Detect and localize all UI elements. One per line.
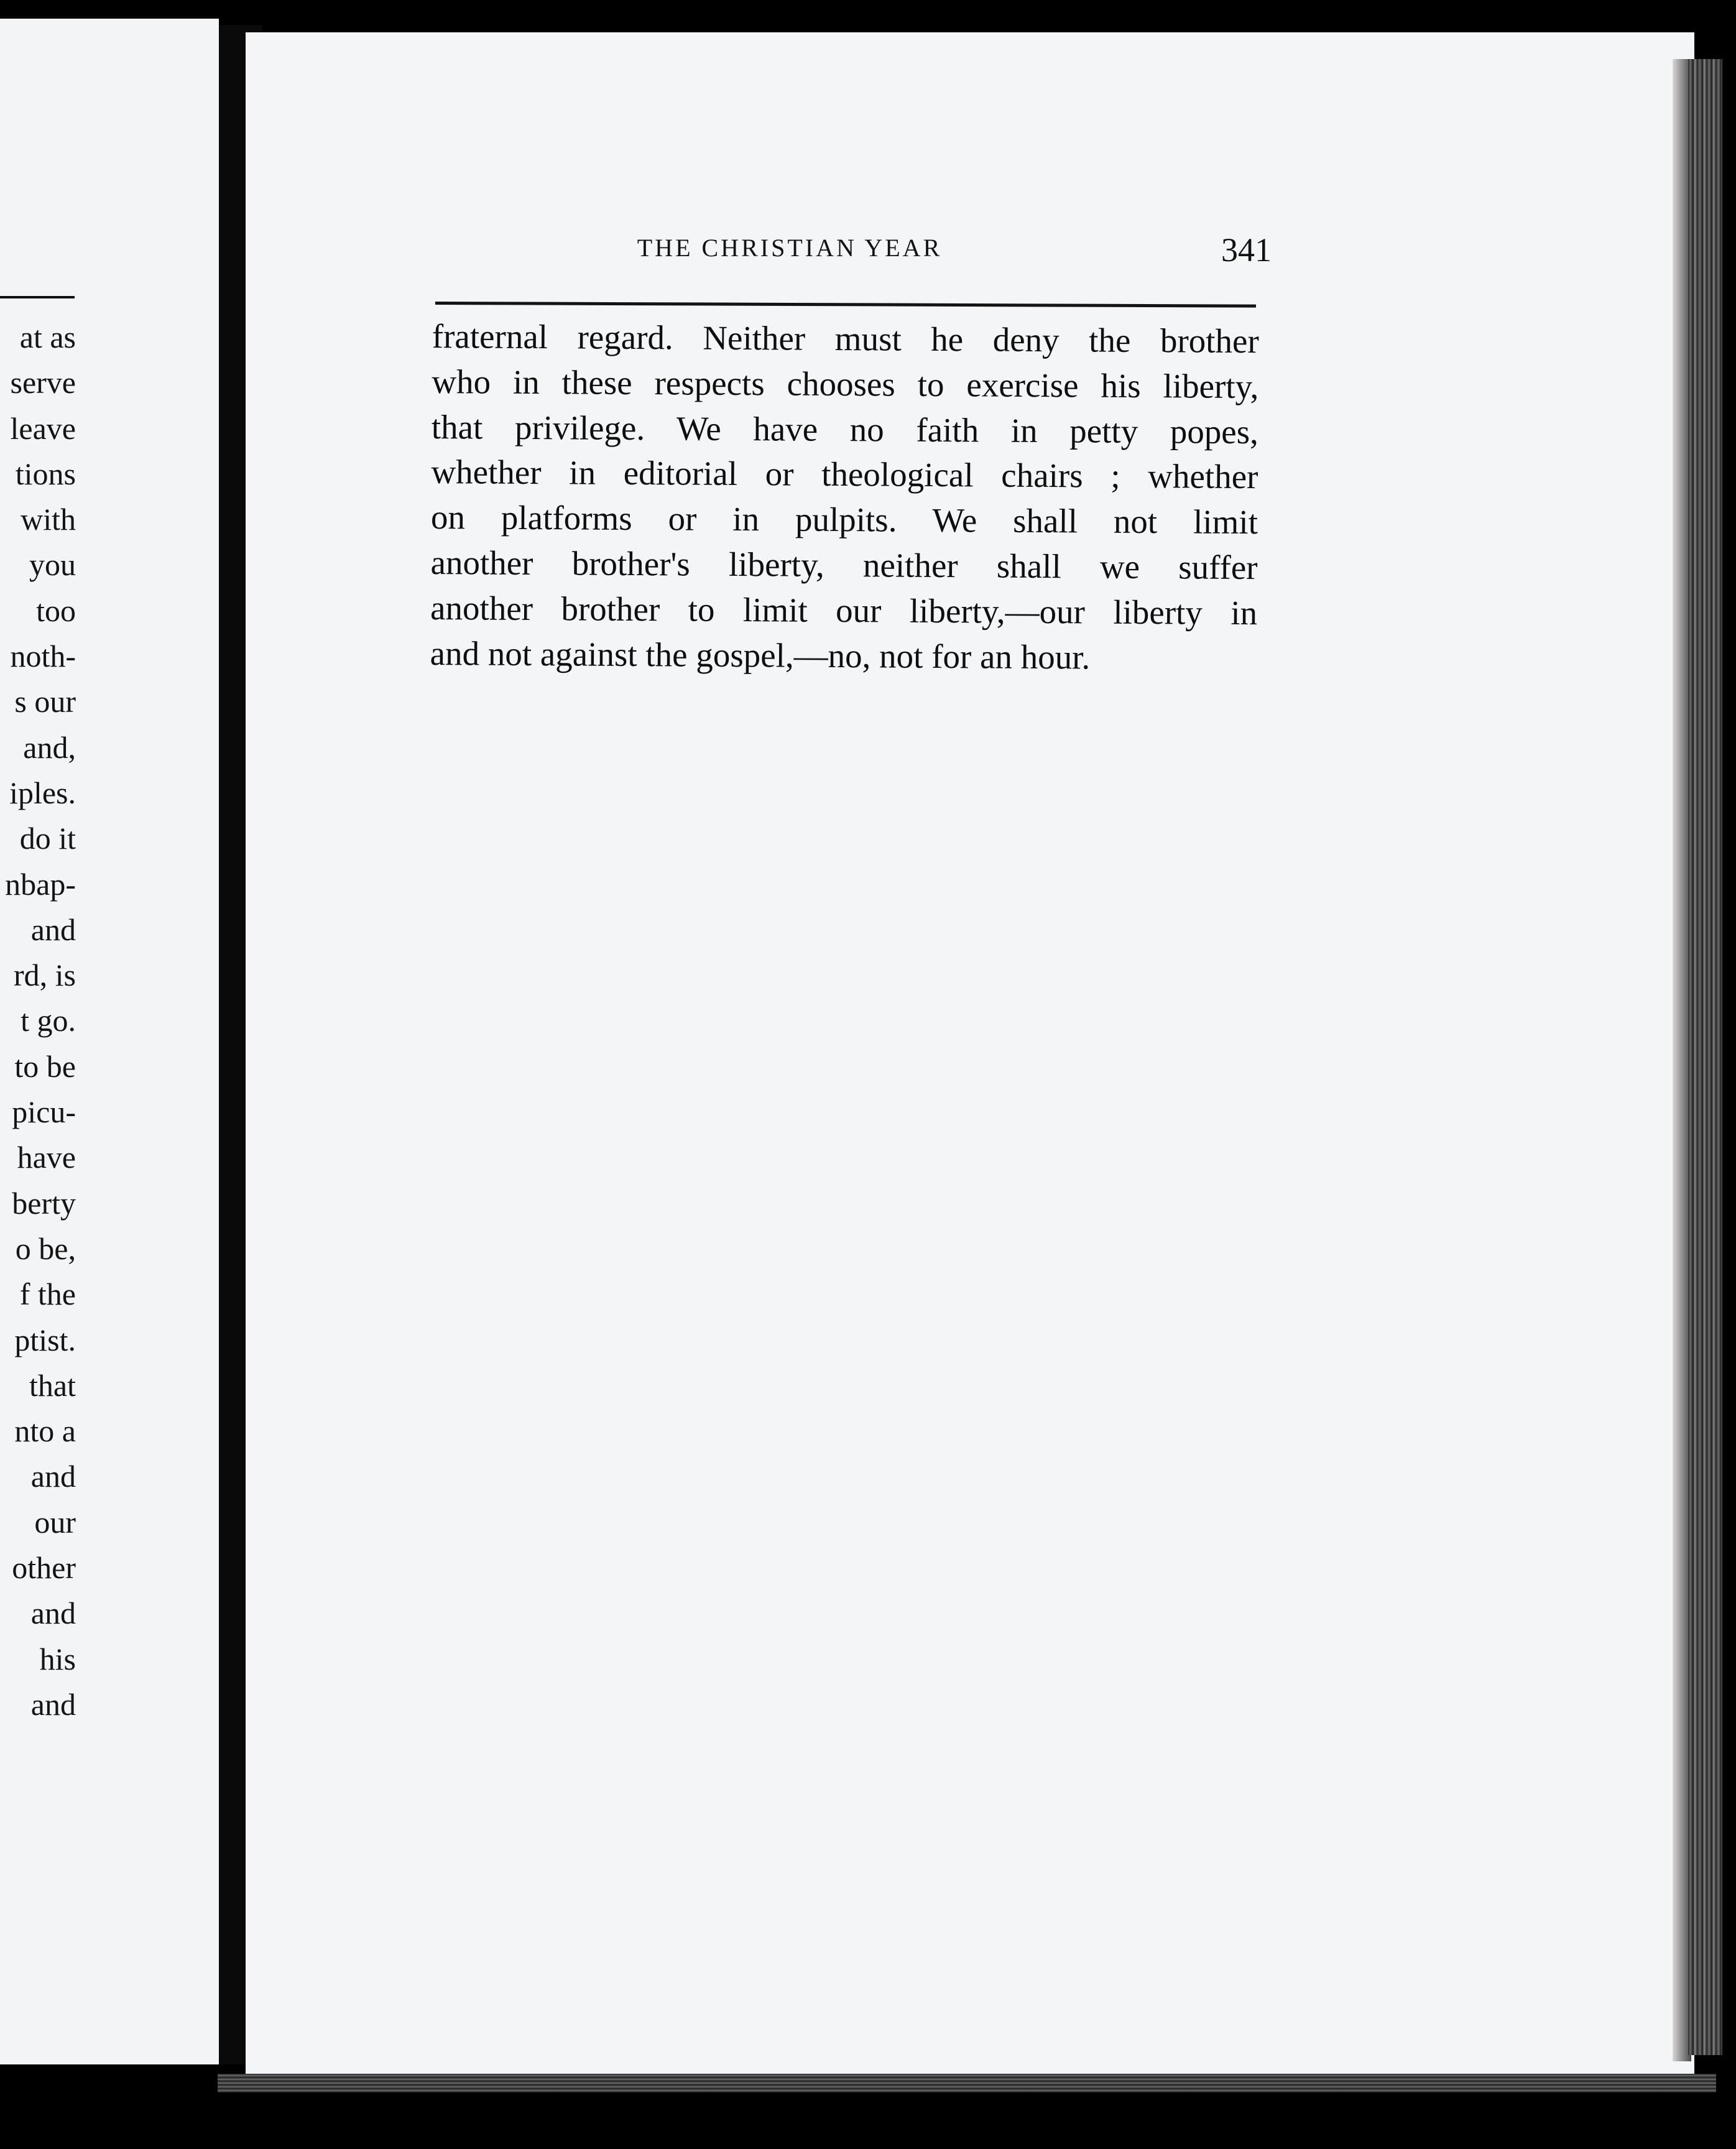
left-line: and [30,912,76,947]
body-line: another brother's liberty, neither shall we suffer [430,543,1258,587]
left-page-text [5,315,76,1727]
left-line: at as [19,320,76,354]
left-line: rd, is [14,958,76,993]
left-line: tions [15,456,76,491]
left-line: and, [23,729,76,765]
body-text [430,314,1259,681]
book-bottom-edge [218,2074,1716,2092]
left-line: t go. [21,1003,76,1038]
left-line: nto a [14,1413,76,1449]
left-line: berty [12,1185,76,1221]
left-line: do it [19,821,76,856]
left-line: leave [10,410,76,446]
body-line: whether in editorial or theological chairs ; whether [431,453,1258,496]
left-line: to be [14,1048,76,1084]
left-line: ptist. [14,1322,76,1357]
left-line: with [21,502,76,537]
left-line: you [29,547,76,583]
left-line: and [30,1686,76,1722]
left-page [0,19,219,2064]
left-line: our [34,1504,76,1540]
body-line: another brother to limit our liberty,—our liberty in [430,588,1258,632]
left-line: o be, [15,1231,76,1266]
left-line: that [29,1367,76,1403]
left-line: picu- [12,1094,76,1130]
body-line: that privilege. We have no faith in petty popes, [431,407,1259,451]
body-line: fraternal regard. Neither must he deny the brother [432,317,1259,361]
left-line: serve [10,365,76,400]
left-line: his [39,1641,76,1676]
body-line: who in these respects chooses to exercise his liberty, [432,362,1259,405]
book-page-edges [1688,59,1722,2055]
left-line: other [12,1550,76,1586]
left-line: have [17,1140,76,1175]
left-line: noth- [10,639,76,674]
left-line: and [30,1459,76,1494]
body-line: and not against the gospel,—no, not for an hour. [430,634,1091,677]
left-line: s our [14,684,76,719]
left-line: and [30,1596,76,1631]
page-header [435,233,1272,289]
page-number: 341 [1221,231,1272,269]
left-line: nbap- [5,866,76,902]
body-line: on platforms or in pulpits. We shall not limit [430,498,1258,542]
left-line: too [36,593,76,628]
left-line: iples. [9,775,76,810]
running-head: THE CHRISTIAN YEAR [637,234,943,262]
left-line: f the [19,1277,76,1312]
left-page-header-rule [0,296,75,298]
